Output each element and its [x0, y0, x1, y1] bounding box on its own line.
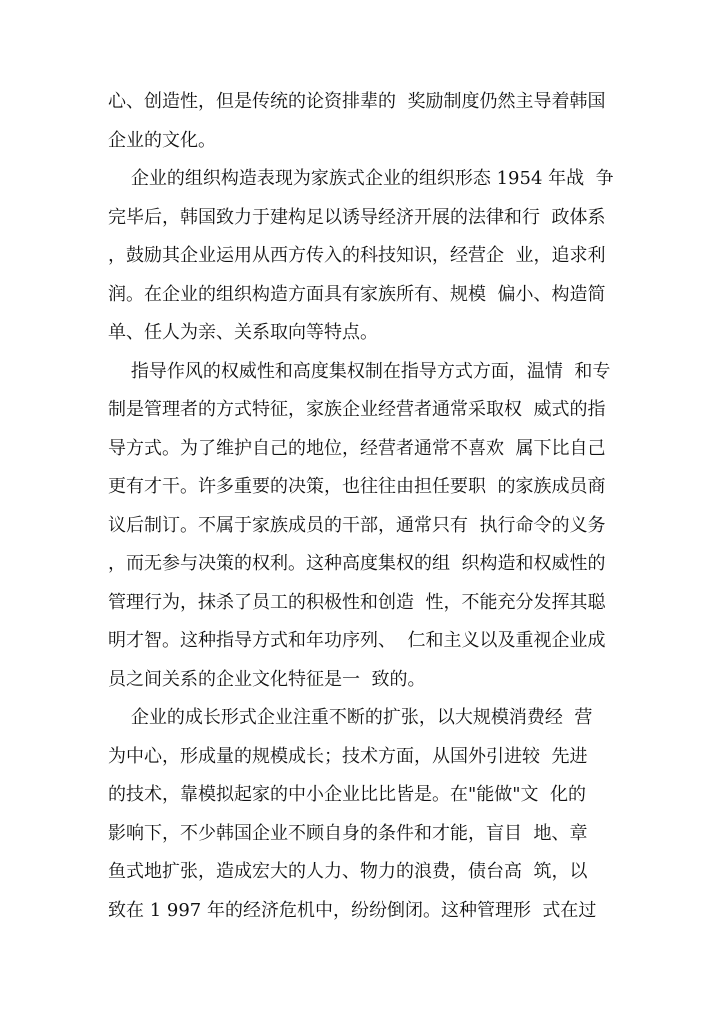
text-line: 企业的成长形式企业注重不断的扩张，以大规模消费经 营: [108, 707, 593, 728]
text-line: 明才智。这种指导方式和年功序列、 仁和主义以及重视企业成: [108, 630, 606, 651]
text-line: 员之间关系的企业文化特征是一 致的。: [108, 668, 426, 690]
text-line: 议后制订。不属于家族成员的干部，通常只有 执行命令的义务: [108, 514, 606, 536]
text-line: 影响下，不少韩国企业不顾自身的条件和才能，盲目 地、章: [108, 822, 588, 844]
text-line: 企业的组织构造表现为家族式企业的组织形态 1954 年战 争: [108, 168, 614, 189]
text-line: 鱼式地扩张，造成宏大的人力、物力的浪费，债台高 筑，以: [108, 861, 588, 882]
text-line: 为中心，形成量的规模成长；技术方面，从国外引进较 先进: [108, 745, 588, 767]
text-line: 管理行为，抹杀了员工的积极性和创造 性，不能充分发挥其聪: [108, 591, 606, 613]
text-line: 心、创造性，但是传统的论资排辈的 奖励制度仍然主导着韩国: [108, 91, 606, 112]
text-line: 导方式。为了维护自己的地位，经营者通常不喜欢 属下比自己: [108, 437, 606, 459]
text-line: ，鼓励其企业运用从西方传入的科技知识，经营企 业，追求利: [108, 245, 606, 266]
text-line: 更有才干。许多重要的决策，也往往由担任要职 的家族成员商: [108, 476, 606, 497]
text-line: 制是管理者的方式特征，家族企业经营者通常采取权 威式的指: [108, 399, 606, 420]
text-line: 润。在企业的组织构造方面具有家族所有、规模 偏小、构造简: [108, 283, 606, 305]
body-text: [108, 83, 618, 930]
text-line: 指导作风的权威性和高度集权制在指导方式方面，温情 和专: [108, 360, 611, 382]
text-line: ，而无参与决策的权利。这种高度集权的组 织构造和权威性的: [108, 553, 606, 574]
text-line: 致在 1 997 年的经济危机中，纷纷倒闭。这种管理形 式在过: [108, 899, 597, 921]
text-line: 完毕后，韩国致力于建构足以诱导经济开展的法律和行 政体系: [108, 206, 606, 228]
text-line: 的技术，靠模拟起家的中小企业比比皆是。在"能做"文 化的: [108, 784, 586, 805]
text-line: 单、任人为亲、关系取向等特点。: [108, 322, 378, 343]
text-line: 企业的文化。: [108, 129, 216, 151]
